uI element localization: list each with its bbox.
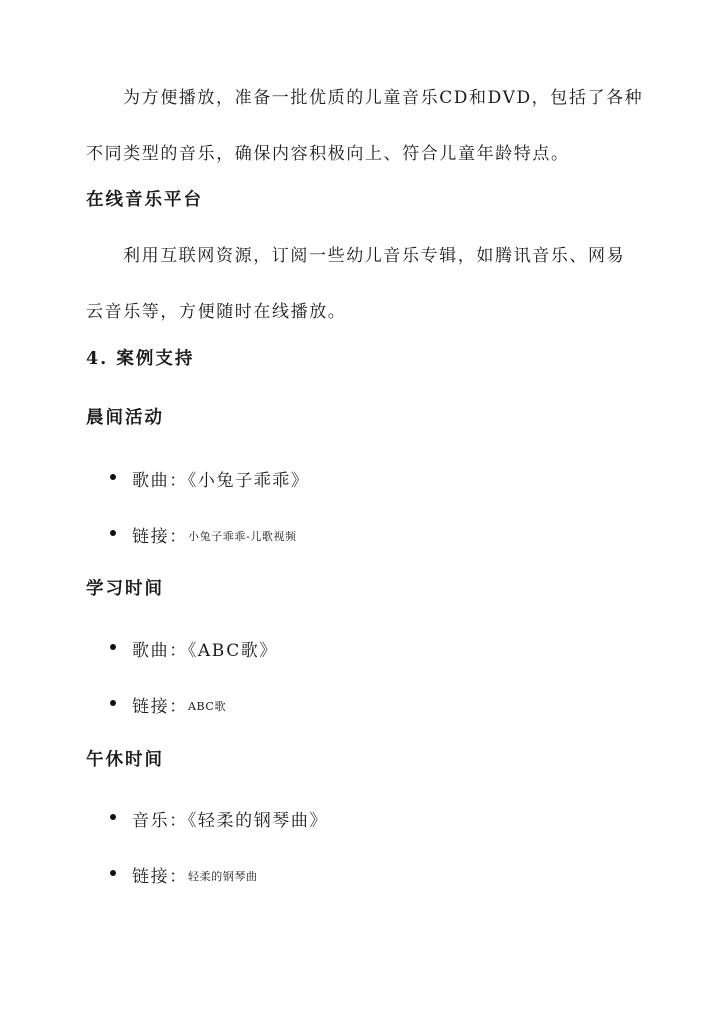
link-label: 链接：	[132, 867, 188, 887]
bullet-icon	[110, 700, 116, 706]
nap-time-heading: 午休时间	[86, 750, 164, 770]
song-title: 《ABC歌》	[187, 641, 279, 661]
online-line-1: 利用互联网资源，订阅一些幼儿音乐专辑，如腾讯音乐、网易	[123, 246, 626, 266]
online-line-2: 云音乐等，方便随时在线播放。	[86, 302, 347, 322]
study-link-item	[0, 692, 720, 716]
song-label: 歌曲：《ABC歌》	[132, 641, 279, 661]
link-label: 链接：	[132, 697, 188, 717]
intro-paragraph	[86, 70, 646, 182]
morning-song-item	[0, 466, 720, 490]
music-label: 音乐：《轻柔的钢琴曲》	[132, 811, 329, 831]
intro-line-2: 不同类型的音乐，确保内容积极向上、符合儿童年龄特点。	[86, 144, 570, 164]
study-song-item	[0, 636, 720, 660]
music-title: 《轻柔的钢琴曲》	[187, 811, 329, 831]
bullet-icon	[110, 530, 116, 536]
case-support-heading: 4. 案例支持	[86, 349, 195, 369]
bullet-icon	[110, 870, 116, 876]
nap-music-item	[0, 806, 720, 830]
bullet-icon	[110, 814, 116, 820]
study-song-link[interactable]: ABC歌	[188, 700, 227, 713]
link-label: 链接：	[132, 527, 188, 547]
nap-music-link[interactable]: 轻柔的钢琴曲	[188, 870, 258, 883]
online-paragraph	[86, 228, 646, 340]
bullet-icon	[110, 644, 116, 650]
nap-link-item	[0, 862, 720, 886]
morning-link-item	[0, 522, 720, 546]
study-time-heading: 学习时间	[86, 579, 164, 599]
morning-song-link[interactable]: 小兔子乖乖-儿歌视频	[188, 530, 297, 543]
intro-line-1: 为方便播放，准备一批优质的儿童音乐CD和DVD，包括了各种	[123, 88, 644, 108]
morning-activity-heading: 晨间活动	[86, 408, 164, 428]
song-label: 歌曲：《小兔子乖乖》	[132, 471, 310, 491]
online-platform-heading: 在线音乐平台	[86, 190, 203, 210]
bullet-icon	[110, 474, 116, 480]
song-title: 《小兔子乖乖》	[187, 471, 310, 491]
